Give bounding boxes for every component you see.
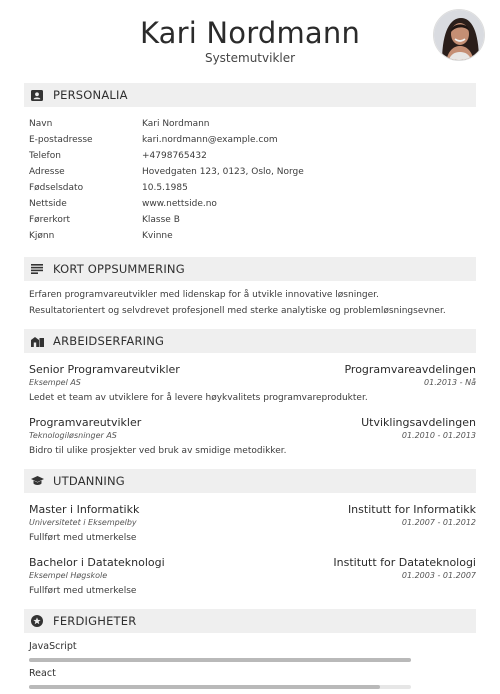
text-lines-icon [30,262,44,276]
skill-item [29,668,411,679]
section-title: PERSONALIA [53,88,128,102]
entry-org: Utviklingsavdelingen [361,416,476,429]
skill-name: React [29,668,56,679]
entry-org: Programvareavdelingen [344,363,476,376]
section-education [24,469,476,493]
entry-title: Senior Programvareutvikler [29,363,180,376]
section-summary [24,257,476,281]
section-title: ARBEIDSERFARING [53,334,165,348]
graduation-cap-icon [30,474,44,488]
entry-school: Universitetet i Eksempelby [29,518,137,527]
section-title: KORT OPPSUMMERING [53,262,185,276]
entry-period: 01.2003 - 01.2007 [401,571,476,580]
entry-description: Bidro til ulike prosjekter ved bruk av smidige metodikker. [29,446,287,456]
skill-level-track [29,658,411,662]
star-badge-icon [30,614,44,628]
entry-description: Fullført med utmerkelse [29,586,137,596]
entry-title: Bachelor i Datateknologi [29,556,165,569]
entry-period: 01.2010 - 01.2013 [401,431,476,440]
avatar [433,9,485,61]
id-card-icon [30,88,44,102]
building-icon [30,334,44,348]
section-skills [24,609,476,633]
entry-description: Ledet et team av utviklere for å levere høykvalitets programvareprodukter. [29,393,368,403]
job-title: Systemutvikler [204,51,296,65]
section-personalia [24,83,476,107]
section-experience [24,329,476,353]
cv-header [0,0,500,76]
entry-description: Fullført med utmerkelse [29,533,137,543]
entry-company: Teknologiløsninger AS [29,431,117,440]
skill-level-fill [29,685,380,689]
entry-title: Master i Informatikk [29,503,140,516]
section-title: FERDIGHETER [53,614,137,628]
entry-org: Institutt for Datateknologi [333,556,476,569]
entry-period: 01.2007 - 01.2012 [401,518,476,527]
entry-school: Eksempel Høgskole [29,571,108,580]
section-title: UTDANNING [53,474,125,488]
skill-level-fill [29,658,411,662]
entry-period: 01.2013 - Nå [424,378,476,387]
skill-name: JavaScript [29,641,77,652]
skill-level-track [29,685,411,689]
entry-title: Programvareutvikler [29,416,142,429]
entry-company: Eksempel AS [29,378,81,387]
skill-item [29,641,411,652]
entry-org: Institutt for Informatikk [347,503,476,516]
summary-text: Erfaren programvareutvikler med lidenskap for å utvikle innovative løsninger. Resultatorientert og selvdrevet profesjonell med sterke analytiske og problemløsningsevner. [29,290,446,316]
person-name: Kari Nordmann [139,16,361,50]
